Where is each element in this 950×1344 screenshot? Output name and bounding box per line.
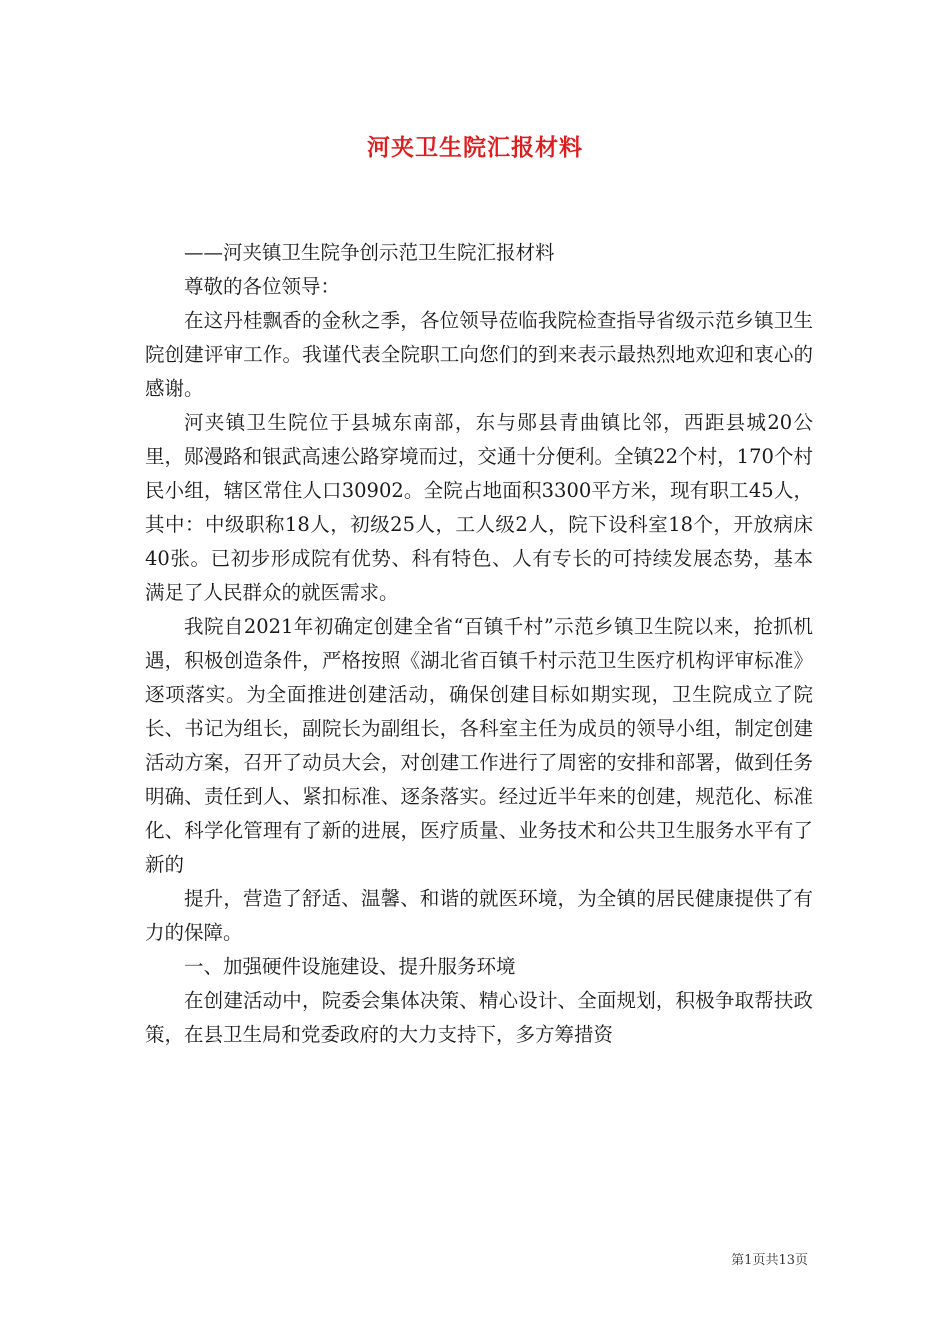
paragraph-initiative: 我院自2021年初确定创建全省“百镇千村”示范乡镇卫生院以来，抢抓机遇，积极创造条件，严格按照《湖北省百镇千村示范卫生医疗机构评审标准》逐项落实。为全面推进创建活动，确保创建目标如期实现，卫生院成立了院长、书记为组长，副院长为副组长，各科室主任为成员的领导小组，制定创建活动方案，召开了动员大会，对创建工作进行了周密的安排和部署，做到任务明确、责任到人、紧扣标准、逐条落实。经过近半年来的创建，规范化、标准化、科学化管理有了新的进展，医疗质量、业务技术和公共卫生服务水平有了新的 xyxy=(145,615,813,876)
paragraph-overview: 河夹镇卫生院位于县城东南部，东与郧县青曲镇比邻，西距县城20公里，郧漫路和银武高速公路穿境而过，交通十分便利。全镇22个村，170个村民小组，辖区常住人口30902。全院占地面积3300平方米，现有职工45人，其中：中级职称18人，初级25人，工人级2人，院下设科室18个，开放病床40张。已初步形成院有优势、科有特色、人有专长的可持续发展态势，基本满足了人民群众的就医需求。 xyxy=(145,411,813,604)
paragraph-welcome: 在这丹桂飘香的金秋之季，各位领导莅临我院检查指导省级示范乡镇卫生院创建评审工作。我谨代表全院职工向您们的到来表示最热烈地欢迎和衷心的感谢。 xyxy=(145,309,813,400)
document-body xyxy=(145,236,813,1052)
paragraph-results: 提升，营造了舒适、温馨、和谐的就医环境，为全镇的居民健康提供了有力的保障。 xyxy=(145,887,813,944)
section-heading-1: 一、加强硬件设施建设、提升服务环境 xyxy=(184,955,516,978)
document-title: 河夹卫生院汇报材料 xyxy=(367,134,583,161)
greeting: 尊敬的各位领导： xyxy=(184,275,341,298)
document-subtitle: ——河夹镇卫生院争创示范卫生院汇报材料 xyxy=(184,241,555,264)
page-number: 第1页共13页 xyxy=(731,1253,808,1268)
paragraph-section-1: 在创建活动中，院委会集体决策、精心设计、全面规划，积极争取帮扶政策，在县卫生局和党委政府的大力支持下，多方筹措资 xyxy=(145,989,813,1046)
